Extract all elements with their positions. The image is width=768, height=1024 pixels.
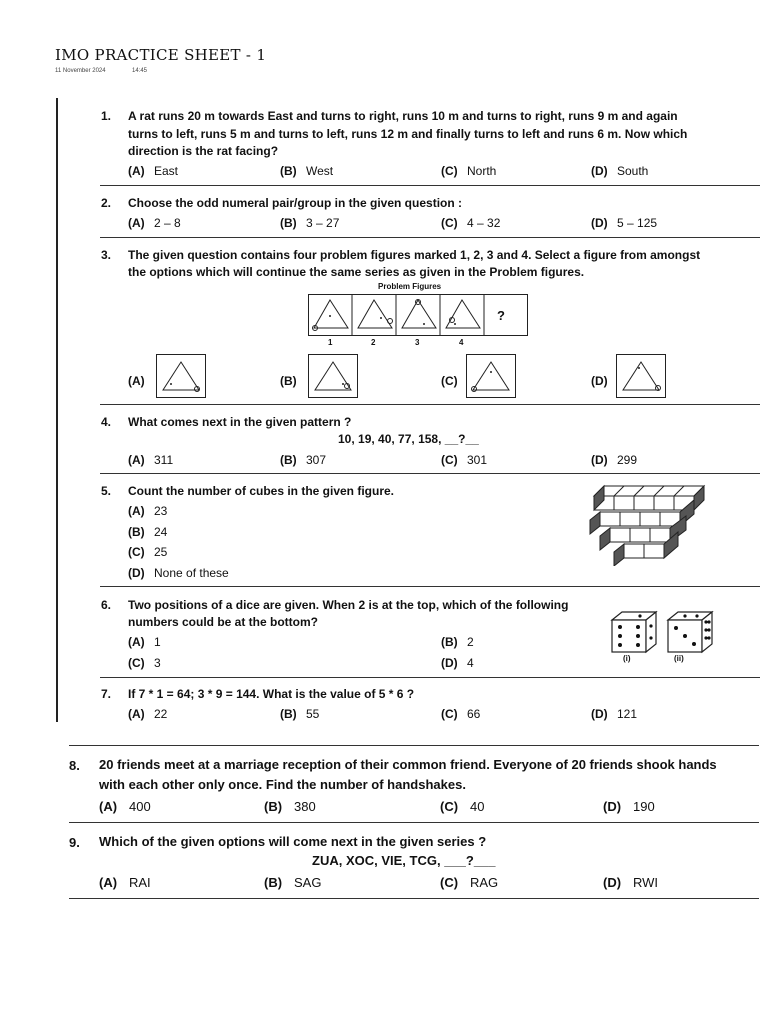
question-text: The given question contains four problem figures marked 1, 2, 3 and 4. Select a figure from amongst: [128, 248, 701, 262]
question-text: A rat runs 20 m towards East and turns to right, runs 10 m and turns to right, runs 9 m and again: [128, 109, 678, 123]
option-c[interactable]: (C) 301: [441, 453, 488, 467]
option-a[interactable]: (A) 22: [128, 707, 168, 721]
option-d[interactable]: (D) 5 – 125: [591, 216, 658, 230]
dice-figure: [610, 608, 716, 654]
option-b[interactable]: (B) 2: [441, 635, 474, 649]
option-d-figure: [616, 354, 666, 398]
question-text: direction is the rat facing?: [128, 144, 279, 158]
question-number: 5.: [101, 484, 112, 498]
option-b[interactable]: (B) West: [280, 164, 334, 178]
question-text: If 7 * 1 = 64; 3 * 9 = 144. What is the value of 5 * 6 ?: [128, 687, 415, 701]
option-c[interactable]: (C) 3: [128, 656, 161, 670]
option-a[interactable]: (A) East: [128, 164, 179, 178]
question-text: turns to left, runs 5 m and turns to left, runs 12 m and finally turns to left and runs 6 m. Now which: [128, 127, 688, 141]
option-d[interactable]: (D) South: [591, 164, 649, 178]
option-a[interactable]: (A) 2 – 8: [128, 216, 181, 230]
option-c[interactable]: (C) 40: [440, 799, 485, 814]
option-c-figure: [466, 354, 516, 398]
question-number: 6.: [101, 598, 112, 612]
divider: [69, 745, 759, 746]
option-a[interactable]: (A) 400: [99, 799, 151, 814]
letter-pattern: ZUA, XOC, VIE, TCG, ___?___: [312, 853, 496, 868]
option-b[interactable]: (B) 3 – 27: [280, 216, 340, 230]
option-d[interactable]: (D) 4: [441, 656, 474, 670]
option-b-figure: [308, 354, 358, 398]
option-d[interactable]: (D) None of these: [128, 566, 229, 580]
divider: [100, 404, 760, 405]
question-text: numbers could be at the bottom?: [128, 615, 319, 629]
question-text: Two positions of a dice are given. When 2 is at the top, which of the following: [128, 598, 569, 612]
option-a[interactable]: (A): [128, 374, 145, 388]
option-b[interactable]: (B) 55: [280, 707, 320, 721]
option-d[interactable]: (D) RWI: [603, 875, 659, 890]
option-b[interactable]: (B) SAG: [264, 875, 322, 890]
page-title: IMO PRACTICE SHEET - 1: [55, 46, 267, 64]
option-d[interactable]: (D) 121: [591, 707, 638, 721]
divider: [69, 822, 759, 823]
option-a[interactable]: (A) 23: [128, 504, 168, 518]
option-c[interactable]: (C) 4 – 32: [441, 216, 501, 230]
time-stamp: 14:45: [132, 68, 148, 74]
option-d[interactable]: (D) 190: [603, 799, 655, 814]
question-number: 9.: [69, 835, 80, 850]
option-c[interactable]: (C) 25: [128, 545, 168, 559]
question-number: 7.: [101, 687, 112, 701]
question-text: Choose the odd numeral pair/group in the given question :: [128, 196, 463, 210]
problem-figure-question: ?: [497, 308, 505, 323]
question-text: Count the number of cubes in the given figure.: [128, 484, 395, 498]
dice-label: (ii): [674, 654, 684, 663]
option-a[interactable]: (A) RAI: [99, 875, 151, 890]
option-b[interactable]: (B) 380: [264, 799, 316, 814]
question-number: 3.: [101, 248, 112, 262]
problem-figures: [308, 294, 528, 336]
question-text: What comes next in the given pattern ?: [128, 415, 352, 429]
figure-label: 1: [328, 338, 333, 347]
option-a-figure: [156, 354, 206, 398]
option-a[interactable]: (A) 1: [128, 635, 161, 649]
option-d[interactable]: (D): [591, 374, 608, 388]
option-a[interactable]: (A) 311: [128, 453, 174, 467]
dice-label: (i): [623, 654, 631, 663]
figure-label: 2: [371, 338, 376, 347]
divider: [69, 898, 759, 899]
figure-label: 3: [415, 338, 420, 347]
problem-figures-title: Problem Figures: [378, 282, 442, 291]
option-d[interactable]: (D) 299: [591, 453, 638, 467]
option-c[interactable]: (C) 66: [441, 707, 481, 721]
question-text: with each other only once. Find the number of handshakes.: [99, 777, 466, 792]
question-number: 1.: [101, 109, 112, 123]
question-text: Which of the given options will come next in the given series ?: [99, 834, 487, 849]
option-c[interactable]: (C) North: [441, 164, 497, 178]
cube-figure: [588, 484, 706, 566]
option-c[interactable]: (C) RAG: [440, 875, 499, 890]
option-b[interactable]: (B) 307: [280, 453, 327, 467]
figure-label: 4: [459, 338, 464, 347]
divider: [100, 237, 760, 238]
question-number: 8.: [69, 758, 80, 773]
question-number: 2.: [101, 196, 112, 210]
question-text: 20 friends meet at a marriage reception of their common friend. Everyone of 20 friends shook hands: [99, 757, 717, 772]
divider: [100, 677, 760, 678]
divider: [100, 185, 760, 186]
divider: [100, 586, 760, 587]
number-pattern: 10, 19, 40, 77, 158, __?__: [338, 432, 479, 446]
margin-bar: [56, 98, 58, 722]
divider: [100, 473, 760, 474]
option-c[interactable]: (C): [441, 374, 458, 388]
option-b[interactable]: (B): [280, 374, 297, 388]
option-b[interactable]: (B) 24: [128, 525, 168, 539]
question-number: 4.: [101, 415, 112, 429]
date-stamp: 11 November 2024: [55, 68, 106, 74]
question-text: the options which will continue the same series as given in the Problem figures.: [128, 265, 585, 279]
